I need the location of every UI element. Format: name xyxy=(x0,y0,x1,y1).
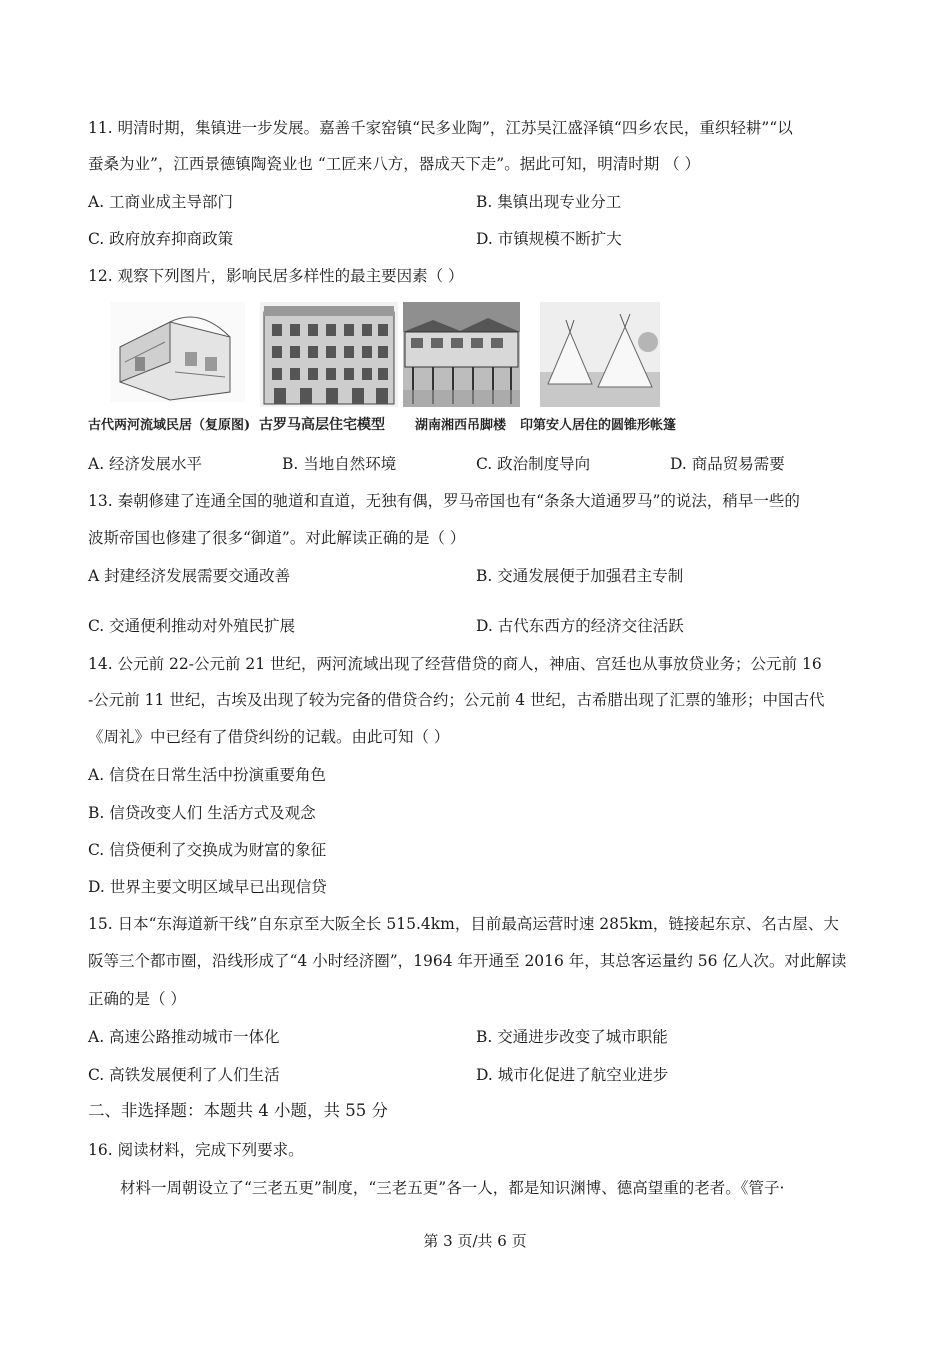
q14-option-c: C. 信贷便利了交换成为财富的象征 xyxy=(88,841,327,859)
q15-stem-line1: 15. 日本“东海道新干线”自东京至大阪全长 515.4km，目前最高运营时速 285km，链接起东京、名古屋、大 xyxy=(88,915,839,933)
caption-roman-building: 古罗马高层住宅模型 xyxy=(259,417,385,433)
q13-option-b: B. 交通发展便于加强君主专制 xyxy=(476,567,684,585)
section2-heading: 二、非选择题：本题共 4 小题，共 55 分 xyxy=(88,1101,388,1120)
q11-stem-line1: 11. 明清时期，集镇进一步发展。嘉善千家窑镇“民多业陶”，江苏吴江盛泽镇“四乡农民，重织轻耕”“以 xyxy=(88,119,793,137)
q14-stem-line2: -公元前 11 世纪，古埃及出现了较为完备的借贷合约；公元前 4 世纪，古希腊出现了汇票的雏形；中国古代 xyxy=(88,691,825,709)
q11-option-d: D. 市镇规模不断扩大 xyxy=(476,230,622,248)
q12-stem: 12. 观察下列图片，影响民居多样性的最主要因素（ ） xyxy=(88,267,464,285)
stilt-house-picture xyxy=(403,302,520,407)
q15-option-b: B. 交通进步改变了城市职能 xyxy=(476,1028,668,1046)
q13-option-a: A 封建经济发展需要交通改善 xyxy=(88,567,291,585)
q13-option-d: D. 古代东西方的经济交往活跃 xyxy=(476,617,684,635)
q15-option-d: D. 城市化促进了航空业进步 xyxy=(476,1066,669,1084)
q14-option-b: B. 信贷改变人们 生活方式及观念 xyxy=(88,804,316,822)
q12-option-c: C. 政治制度导向 xyxy=(476,455,591,473)
q14-stem-line1: 14. 公元前 22-公元前 21 世纪，两河流域出现了经营借贷的商人，神庙、宫廷也从事放贷业务；公元前 16 xyxy=(88,655,822,673)
q15-stem-line2: 阪等三个都市圈，沿线形成了“4 小时经济圈”，1964 年开通至 2016 年，其总客运量约 56 亿人次。对此解读 xyxy=(88,952,847,970)
caption-mesopotamian-house: 古代两河流域民居（复原图) xyxy=(88,418,251,433)
q14-option-a: A. 信贷在日常生活中扮演重要角色 xyxy=(88,766,327,784)
q11-option-c: C. 政府放弃抑商政策 xyxy=(88,230,234,248)
roman-building-picture xyxy=(260,302,398,407)
q11-stem-line2: 蚕桑为业”，江西景德镇陶瓷业也 “工匠来八方，器成天下走”。据此可知，明清时期 （ ） xyxy=(88,155,701,173)
caption-stilt-house: 湖南湘西吊脚楼 xyxy=(415,418,507,433)
q16-material: 材料一周朝设立了“三老五更”制度，“三老五更”各一人，都是知识渊博、德高望重的老者。《管子· xyxy=(120,1179,785,1197)
q12-option-a: A. 经济发展水平 xyxy=(88,455,203,473)
page-footer: 第 3 页/共 6 页 xyxy=(423,1232,527,1250)
q11-option-b: B. 集镇出现专业分工 xyxy=(476,193,622,211)
caption-teepee: 印第安人居住的圆锥形帐篷 xyxy=(520,418,677,433)
q16-stem: 16. 阅读材料，完成下列要求。 xyxy=(88,1141,304,1159)
q15-stem-line3: 正确的是（ ） xyxy=(88,990,186,1008)
q14-option-d: D. 世界主要文明区域早已出现信贷 xyxy=(88,878,327,896)
mesopotamian-house-picture xyxy=(110,302,245,402)
q13-stem-line2: 波斯帝国也修建了很多“御道”。对此解读正确的是（ ） xyxy=(88,529,466,547)
q14-stem-line3: 《周礼》中已经有了借贷纠纷的记载。由此可知（ ） xyxy=(88,728,450,746)
q12-option-b: B. 当地自然环境 xyxy=(282,455,397,473)
q12-option-d: D. 商品贸易需要 xyxy=(670,455,785,473)
q13-option-c: C. 交通便利推动对外殖民扩展 xyxy=(88,617,296,635)
q13-stem-line1: 13. 秦朝修建了连通全国的驰道和直道，无独有偶，罗马帝国也有“条条大道通罗马”的说法，稍早一些的 xyxy=(88,492,800,510)
q15-option-a: A. 高速公路推动城市一体化 xyxy=(88,1028,280,1046)
q15-option-c: C. 高铁发展便利了人们生活 xyxy=(88,1066,280,1084)
q11-option-a: A. 工商业成主导部门 xyxy=(88,193,234,211)
teepee-picture xyxy=(540,302,660,407)
